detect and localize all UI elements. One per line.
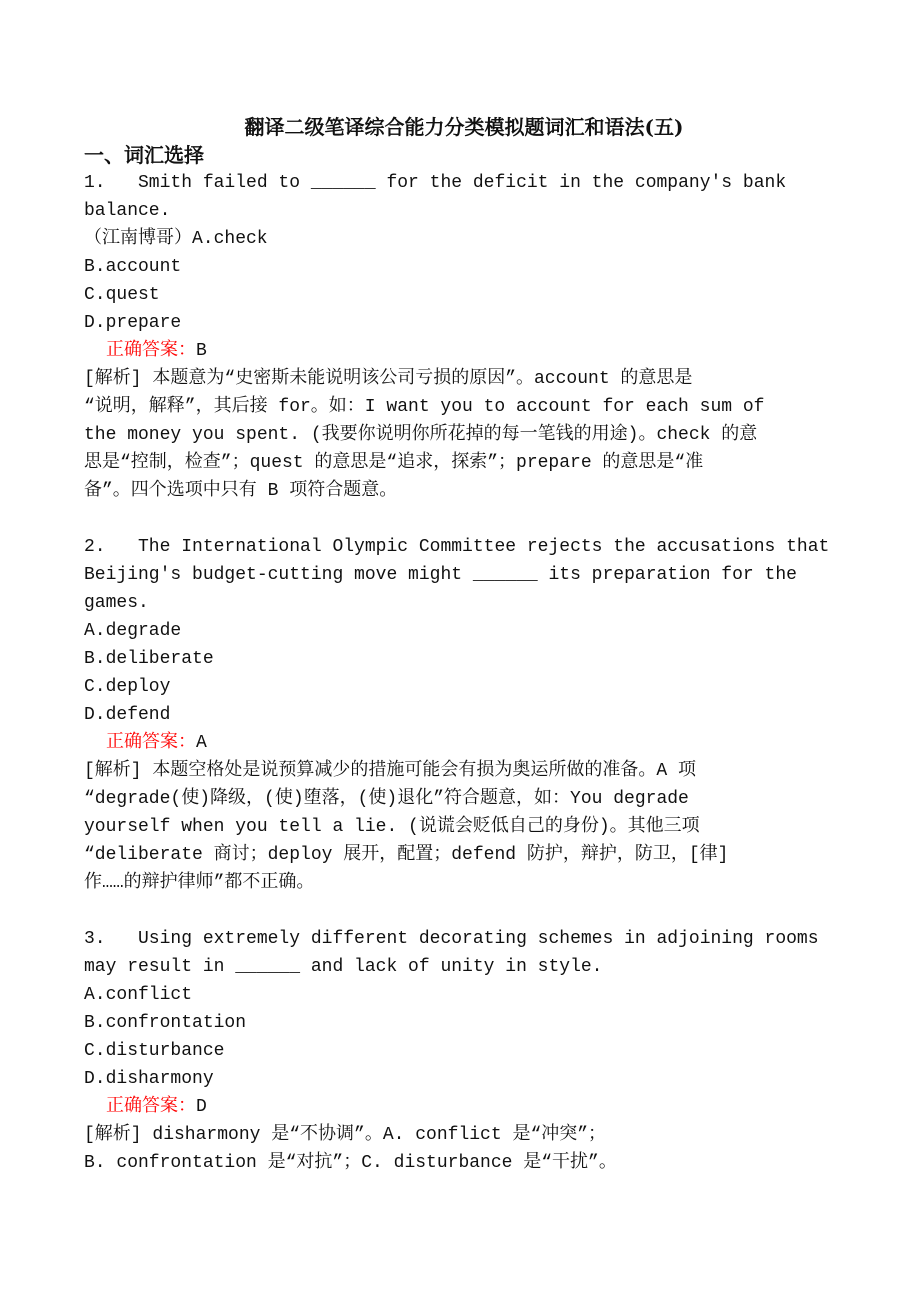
question-3 xyxy=(84,925,844,1177)
option-item: C.deploy xyxy=(84,677,171,697)
option-item: A.conflict xyxy=(84,985,193,1005)
option-item: D.defend xyxy=(84,705,171,725)
question-stem-line: 1. Smith failed to ______ for the deficit in the company's bank xyxy=(84,173,787,193)
question-stem-line: 3. Using extremely different decorating schemes in adjoining rooms xyxy=(84,929,819,949)
question-stem-line: balance. xyxy=(84,201,171,221)
analysis-line: [解析] disharmony 是“不协调”。A. conflict 是“冲突”； xyxy=(84,1125,607,1145)
correct-answer xyxy=(84,729,844,757)
option-item: B.account xyxy=(84,257,182,277)
answer-label: 正确答案： xyxy=(106,341,196,361)
answer-label: 正确答案： xyxy=(106,1097,196,1117)
option-item: C.quest xyxy=(84,285,160,305)
answer-value: B xyxy=(196,341,207,361)
analysis-line: “degrade(使)降级，(使)堕落，(使)退化”符合题意，如：You degrade xyxy=(84,789,689,809)
answer-value: A xyxy=(196,733,207,753)
analysis-line: [解析] 本题空格处是说预算减少的措施可能会有损为奥运所做的准备。A 项 xyxy=(84,761,697,781)
question-2 xyxy=(84,533,844,897)
option-item: C.disturbance xyxy=(84,1041,225,1061)
section-heading: 一、词汇选择 xyxy=(84,143,204,167)
analysis-line: 思是“控制，检查”；quest 的意思是“追求，探索”；prepare 的意思是“准 xyxy=(84,453,704,473)
blank-line xyxy=(84,505,844,533)
question-stem-line: 2. The International Olympic Committee rejects the accusations that xyxy=(84,537,830,557)
question-stem-line: Beijing's budget-cutting move might ______ its preparation for the xyxy=(84,565,797,585)
question-stem-line: may result in ______ and lack of unity in style. xyxy=(84,957,603,977)
option-item: D.disharmony xyxy=(84,1069,214,1089)
correct-answer xyxy=(84,1093,844,1121)
option-item: B.confrontation xyxy=(84,1013,247,1033)
answer-label: 正确答案： xyxy=(106,733,196,753)
analysis-line: yourself when you tell a lie. (说谎会贬低自己的身份)。其他三项 xyxy=(84,817,700,837)
analysis-line: 备”。四个选项中只有 B 项符合题意。 xyxy=(84,481,398,501)
correct-answer xyxy=(84,337,844,365)
option-item: D.prepare xyxy=(84,313,182,333)
analysis-line: 作……的辩护律师”都不正确。 xyxy=(84,873,315,893)
document-title: 翻译二级笔译综合能力分类模拟题词汇和语法(五) xyxy=(244,115,684,139)
analysis-line: “说明，解释”，其后接 for。如：I want you to account for each sum of xyxy=(84,397,765,417)
document-page xyxy=(84,113,844,1177)
option-item: （江南博哥）A.check xyxy=(84,229,268,249)
analysis-line: B. confrontation 是“对抗”；C. disturbance 是“干扰”。 xyxy=(84,1153,617,1173)
option-item: B.deliberate xyxy=(84,649,214,669)
question-1 xyxy=(84,169,844,505)
analysis-line: the money you spent. (我要你说明你所花掉的每一笔钱的用途)。check 的意 xyxy=(84,425,758,445)
blank-line xyxy=(84,897,844,925)
answer-value: D xyxy=(196,1097,207,1117)
question-list xyxy=(84,169,844,1177)
option-item: A.degrade xyxy=(84,621,182,641)
analysis-line: [解析] 本题意为“史密斯未能说明该公司亏损的原因”。account 的意思是 xyxy=(84,369,693,389)
question-stem-line: games. xyxy=(84,593,149,613)
analysis-line: “deliberate 商讨；deploy 展开，配置；defend 防护，辩护，防卫，[律] xyxy=(84,845,729,865)
